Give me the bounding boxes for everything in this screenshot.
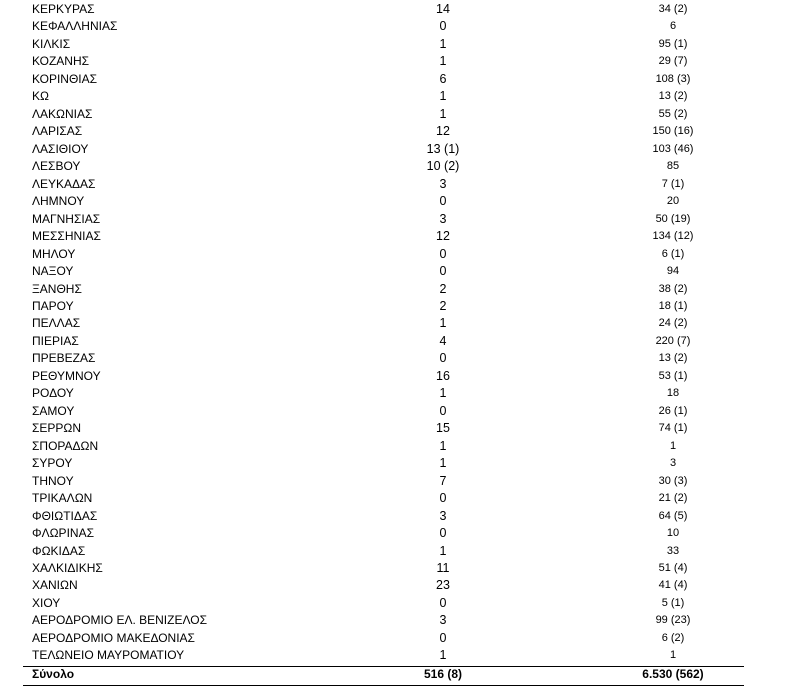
total-cases: 38 (2): [658, 282, 688, 295]
total-all-cases: 6.530 (562): [642, 666, 704, 681]
total-cases: 3: [669, 457, 677, 470]
table-row: [23, 123, 744, 140]
region-name: ΧΙΟΥ: [32, 595, 61, 610]
new-cases: 1: [439, 543, 447, 558]
total-cases: 53 (1): [658, 369, 688, 382]
total-divider-top: [23, 666, 744, 667]
total-cases: 1: [669, 649, 677, 662]
total-cases: 10: [666, 527, 680, 540]
region-name: ΑΕΡΟΔΡΟΜΙΟ ΜΑΚΕΔΟΝΙΑΣ: [32, 630, 195, 645]
table-row: [23, 211, 744, 228]
region-name: ΚΟΡΙΝΘΙΑΣ: [32, 71, 98, 86]
table-row: [23, 455, 744, 472]
region-name: ΚΕΡΚΥΡΑΣ: [32, 2, 95, 16]
total-divider-bottom: [23, 685, 744, 686]
table-row: [23, 473, 744, 490]
new-cases: 12: [436, 229, 450, 244]
region-name: ΛΑΣΙΘΙΟΥ: [32, 141, 89, 156]
new-cases: 0: [439, 264, 447, 279]
new-cases: 6: [439, 71, 447, 86]
total-cases: 95 (1): [658, 37, 688, 50]
table-row: [23, 560, 744, 577]
total-cases: 33: [666, 544, 680, 557]
new-cases: 0: [439, 246, 447, 261]
table-row: [23, 595, 744, 612]
table-row: [23, 246, 744, 263]
new-cases: 0: [439, 194, 447, 209]
table-row: [23, 263, 744, 280]
new-cases: 4: [439, 333, 447, 348]
new-cases: 15: [436, 421, 450, 436]
total-cases: 74 (1): [658, 422, 688, 435]
new-cases: 16: [436, 368, 450, 383]
region-name: ΜΑΓΝΗΣΙΑΣ: [32, 211, 101, 226]
region-name: ΤΕΛΩΝΕΙΟ ΜΑΥΡΟΜΑΤΙΟΥ: [32, 648, 185, 663]
new-cases: 2: [439, 281, 447, 296]
new-cases: 1: [439, 648, 447, 663]
region-name: ΚΙΛΚΙΣ: [32, 36, 71, 51]
new-cases: 1: [439, 54, 447, 69]
new-cases: 0: [439, 630, 447, 645]
total-cases: 108 (3): [655, 72, 691, 85]
region-name: ΦΩΚΙΔΑΣ: [32, 543, 86, 558]
region-name: ΠΕΛΛΑΣ: [32, 316, 81, 331]
region-name: ΠΙΕΡΙΑΣ: [32, 333, 79, 348]
total-cases: 220 (7): [655, 334, 691, 347]
table-row: [23, 36, 744, 53]
region-name: ΝΑΞΟΥ: [32, 264, 74, 279]
new-cases: 1: [439, 438, 447, 453]
region-name: ΛΑΚΩΝΙΑΣ: [32, 106, 93, 121]
total-row: [23, 666, 744, 683]
table-row: [23, 385, 744, 402]
total-cases: 103 (46): [652, 142, 694, 155]
table-row: [23, 315, 744, 332]
region-name: ΧΑΛΚΙΔΙΚΗΣ: [32, 561, 103, 575]
new-cases: 13 (1): [426, 141, 460, 156]
table-row: [23, 71, 744, 88]
total-cases: 64 (5): [658, 509, 688, 522]
table-row: [23, 176, 744, 193]
region-name: ΚΩ: [32, 89, 49, 104]
total-cases: 134 (12): [652, 230, 694, 243]
total-cases: 24 (2): [658, 317, 688, 330]
region-name: ΠΑΡΟΥ: [32, 298, 74, 313]
table-row: [23, 438, 744, 455]
new-cases: 1: [439, 386, 447, 401]
total-cases: 34 (2): [658, 3, 688, 15]
total-cases: 21 (2): [658, 492, 688, 505]
table-row: [23, 350, 744, 367]
region-name: ΞΑΝΘΗΣ: [32, 281, 82, 296]
table-row: [23, 543, 744, 560]
total-cases: 51 (4): [658, 562, 688, 574]
total-cases: 6: [669, 20, 677, 33]
table-row: [23, 18, 744, 35]
total-cases: 85: [666, 160, 680, 173]
region-name: ΤΡΙΚΑΛΩΝ: [32, 491, 93, 506]
region-name: ΦΛΩΡΙΝΑΣ: [32, 526, 94, 541]
new-cases: 14: [436, 2, 450, 16]
total-cases: 18 (1): [658, 299, 688, 312]
table-row: [23, 193, 744, 210]
table-row: [23, 647, 744, 664]
new-cases: 7: [439, 473, 447, 488]
regional-cases-table: [23, 1, 744, 683]
new-cases: 0: [439, 351, 447, 366]
total-cases: 13 (2): [658, 352, 688, 365]
table-row: [23, 577, 744, 594]
total-cases: 18: [666, 387, 680, 400]
table-row: [23, 298, 744, 315]
total-cases: 30 (3): [658, 474, 688, 487]
new-cases: 2: [439, 298, 447, 313]
table-row: [23, 158, 744, 175]
table-row: [23, 403, 744, 420]
region-name: ΑΕΡΟΔΡΟΜΙΟ ΕΛ. ΒΕΝΙΖΕΛΟΣ: [32, 613, 207, 628]
total-cases: 29 (7): [658, 55, 688, 68]
total-cases: 13 (2): [658, 90, 688, 103]
region-name: ΡΕΘΥΜΝΟΥ: [32, 368, 101, 383]
region-name: ΜΗΛΟΥ: [32, 246, 76, 261]
total-cases: 55 (2): [658, 107, 688, 120]
new-cases: 3: [439, 211, 447, 226]
table-row: [23, 88, 744, 105]
table-row: [23, 141, 744, 158]
region-name: ΛΕΥΚΑΔΑΣ: [32, 176, 96, 191]
table-row: [23, 630, 744, 647]
region-name: ΛΑΡΙΣΑΣ: [32, 124, 83, 139]
new-cases: 0: [439, 403, 447, 418]
new-cases: 0: [439, 595, 447, 610]
region-name: ΤΗΝΟΥ: [32, 473, 74, 488]
table-row: [23, 612, 744, 629]
new-cases: 1: [439, 316, 447, 331]
total-new-cases: 516 (8): [423, 666, 463, 681]
new-cases: 3: [439, 176, 447, 191]
total-cases: 5 (1): [661, 596, 685, 609]
region-name: ΧΑΝΙΩΝ: [32, 578, 78, 593]
region-name: ΛΕΣΒΟΥ: [32, 159, 81, 174]
new-cases: 1: [439, 456, 447, 471]
region-name: ΠΡΕΒΕΖΑΣ: [32, 351, 96, 366]
new-cases: 11: [436, 561, 450, 575]
total-cases: 26 (1): [658, 404, 688, 417]
region-name: ΣΑΜΟΥ: [32, 403, 75, 418]
total-cases: 6 (2): [661, 631, 685, 644]
table-row: [23, 368, 744, 385]
new-cases: 1: [439, 89, 447, 104]
region-name: ΛΗΜΝΟΥ: [32, 194, 85, 209]
table-row: [23, 333, 744, 350]
new-cases: 0: [439, 526, 447, 541]
region-name: ΦΘΙΩΤΙΔΑΣ: [32, 508, 98, 523]
total-cases: 41 (4): [658, 579, 688, 592]
region-name: ΣΥΡΟΥ: [32, 456, 73, 471]
table-row: [23, 508, 744, 525]
region-name: ΣΕΡΡΩΝ: [32, 421, 82, 436]
total-cases: 1: [669, 439, 677, 452]
region-name: ΚΕΦΑΛΛΗΝΙΑΣ: [32, 19, 118, 34]
total-cases: 7 (1): [661, 177, 685, 190]
table-row: [23, 228, 744, 245]
new-cases: 0: [439, 19, 447, 34]
table-row: [23, 53, 744, 70]
table-row: [23, 281, 744, 298]
table-row: [23, 1, 744, 18]
total-label: Σύνολο: [32, 666, 75, 681]
total-cases: 50 (19): [655, 212, 691, 225]
table-row: [23, 490, 744, 507]
total-cases: 99 (23): [655, 614, 691, 627]
new-cases: 1: [439, 36, 447, 51]
region-name: ΜΕΣΣΗΝΙΑΣ: [32, 229, 101, 244]
new-cases: 1: [439, 106, 447, 121]
new-cases: 12: [436, 124, 450, 139]
table-row: [23, 525, 744, 542]
new-cases: 0: [439, 491, 447, 506]
new-cases: 3: [439, 508, 447, 523]
new-cases: 3: [439, 613, 447, 628]
region-name: ΡΟΔΟΥ: [32, 386, 74, 401]
total-cases: 150 (16): [652, 125, 694, 138]
region-name: ΚΟΖΑΝΗΣ: [32, 54, 90, 69]
table-row: [23, 420, 744, 437]
new-cases: 23: [436, 578, 450, 593]
table-row: [23, 106, 744, 123]
new-cases: 10 (2): [426, 159, 460, 174]
total-cases: 20: [666, 195, 680, 208]
total-cases: 6 (1): [661, 247, 685, 260]
region-name: ΣΠΟΡΑΔΩΝ: [32, 438, 99, 453]
total-cases: 94: [666, 265, 680, 278]
